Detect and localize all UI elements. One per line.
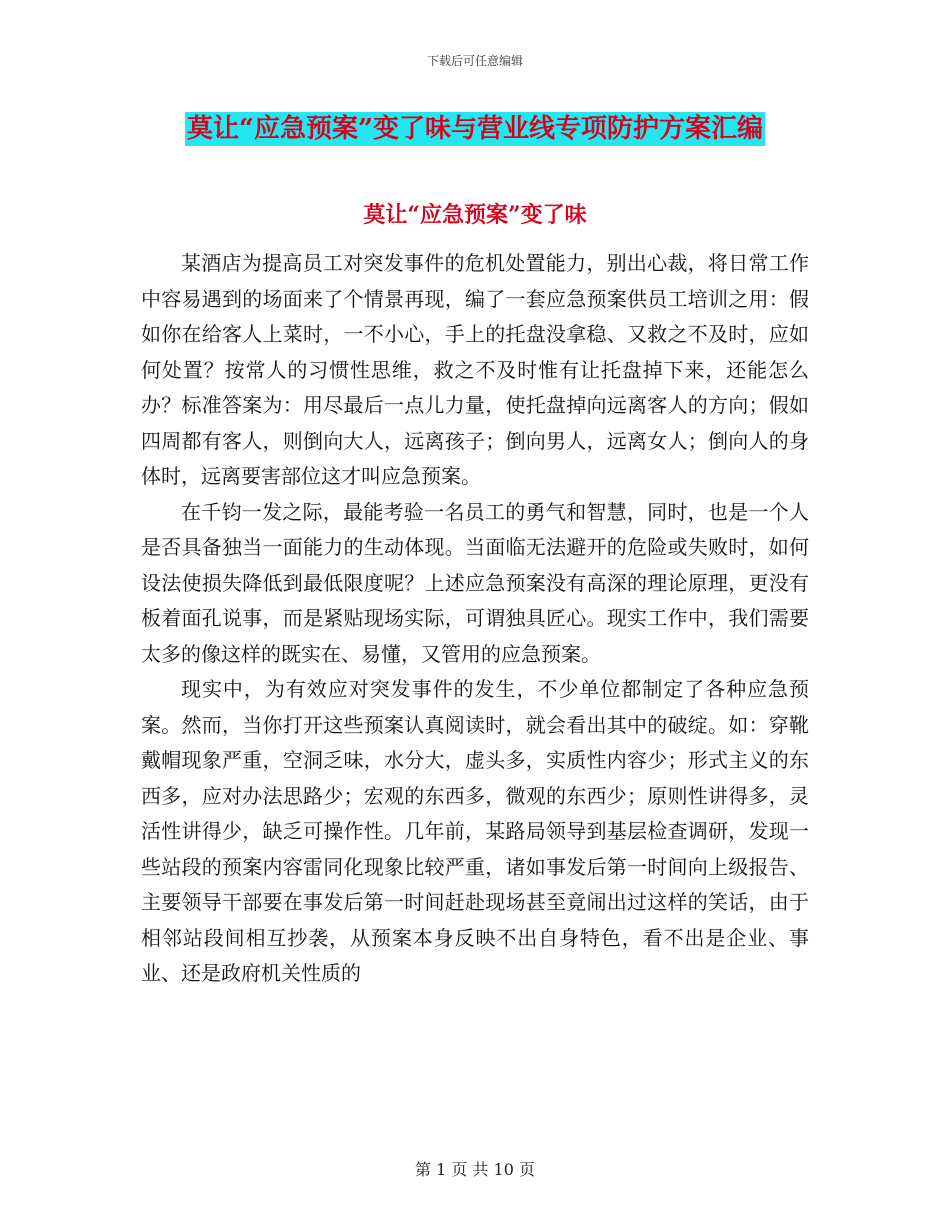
body-text <box>141 246 809 992</box>
section-title: 莫让“应急预案”变了味 <box>363 202 587 228</box>
document-title: 莫让“应急预案”变了味与营业线专项防护方案汇编 <box>187 114 763 144</box>
document-title-container <box>0 112 950 146</box>
page-number: 第 1 页 共 10 页 <box>415 1160 535 1179</box>
paragraph-3: 现实中，为有效应对突发事件的发生，不少单位都制定了各种应急预案。然而，当你打开这些预案认真阅读时，就会看出其中的破绽。如：穿靴戴帽现象严重，空洞乏味，水分大，虚头多，实质性内容少；形式主义的东西多，应对办法思路少；宏观的东西多，微观的东西少；原则性讲得多，灵活性讲得少，缺乏可操作性。几年前，某路局领导到基层检查调研，发现一些站段的预案内容雷同化现象比较严重，诸如事发后第一时间向上级报告、主要领导干部要在事发后第一时间赶赴现场甚至竟闹出过这样的笑话，由于相邻站段间相互抄袭，从预案本身反映不出自身特色，看不出是企业、事业、还是政府机关性质的 <box>141 677 809 985</box>
page-header-note: 下载后可任意编辑 <box>426 54 523 68</box>
paragraph-1: 某酒店为提高员工对突发事件的危机处置能力，别出心裁，将日常工作中容易遇到的场面来了个情景再现，编了一套应急预案供员工培训之用：假如你在给客人上菜时，一不小心，手上的托盘没拿稳、又救之不及时，应如何处置？按常人的习惯性思维，救之不及时惟有让托盘掉下来，还能怎么办？标准答案为：用尽最后一点儿力量，使托盘掉向远离客人的方向；假如四周都有客人，则倒向大人，远离孩子；倒向男人，远离女人；倒向人的身体时，远离要害部位这才叫应急预案。 <box>141 251 809 488</box>
paragraph-2: 在千钧一发之际，最能考验一名员工的勇气和智慧，同时，也是一个人是否具备独当一面能力的生动体现。当面临无法避开的危险或失败时，如何设法使损失降低到最低限度呢？上述应急预案没有高深的理论原理，更没有板着面孔说事，而是紧贴现场实际，可谓独具匠心。现实工作中，我们需要太多的像这样的既实在、易懂，又管用的应急预案。 <box>141 499 809 666</box>
